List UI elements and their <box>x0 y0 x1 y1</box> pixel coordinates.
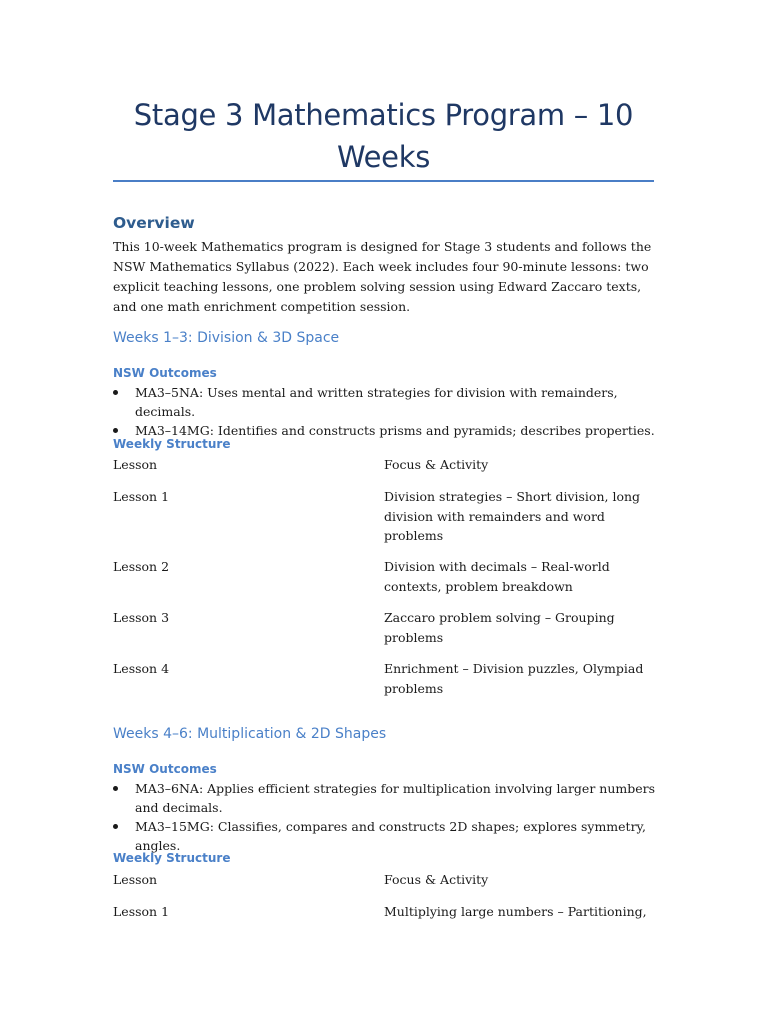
table-cell: Enrichment – Division puzzles, Olympiad problems <box>384 661 644 696</box>
bullet-icon <box>113 390 118 395</box>
outcomes-list <box>113 383 658 440</box>
table-header-cell: Lesson <box>113 872 158 887</box>
table-cell: Division with decimals – Real-world contexts, problem breakdown <box>384 559 610 594</box>
table-cell: Lesson 1 <box>113 489 170 504</box>
title-divider <box>113 180 654 182</box>
outcomes-list <box>113 779 658 855</box>
structure-heading: Weekly Structure <box>113 437 231 451</box>
table-cell: Lesson 4 <box>113 661 170 676</box>
table-cell: Lesson 1 <box>113 904 170 919</box>
bullet-icon <box>113 428 118 433</box>
bullet-icon <box>113 824 118 829</box>
list-item: MA3–14MG: Identifies and constructs prisms and pyramids; describes properties. <box>113 421 658 440</box>
list-item: MA3–15MG: Classifies, compares and constructs 2D shapes; explores symmetry, angles. <box>113 817 658 855</box>
table-cell: Lesson 3 <box>113 610 170 625</box>
table-cell: Zaccaro problem solving – Grouping problems <box>384 610 615 645</box>
table-header-cell: Lesson <box>113 457 158 472</box>
page-title: Stage 3 Mathematics Program – 10 Weeks <box>133 98 634 174</box>
structure-heading: Weekly Structure <box>113 851 231 865</box>
table-cell: Lesson 2 <box>113 559 170 574</box>
section-heading: Weeks 1–3: Division & 3D Space <box>113 330 340 346</box>
table-header-cell: Focus & Activity <box>384 457 489 472</box>
table-cell: Division strategies – Short division, long division with remainders and word problems <box>384 489 641 543</box>
overview-paragraph: This 10-week Mathematics program is designed for Stage 3 students and follows the NSW Mathematics Syllabus (2022). Each week includes four 90-minute lessons: two explicit teaching lessons, one problem solving session using Edward Zaccaro texts, and one math enrichment competition session. <box>113 239 652 314</box>
table-cell: Multiplying large numbers – Partitioning, <box>384 904 647 919</box>
overview-heading: Overview <box>113 214 195 232</box>
list-item: MA3–6NA: Applies efficient strategies for multiplication involving larger numbers and decimals. <box>113 779 658 817</box>
list-item: MA3–5NA: Uses mental and written strategies for division with remainders, decimals. <box>113 383 658 421</box>
outcomes-heading: NSW Outcomes <box>113 366 217 380</box>
bullet-icon <box>113 786 118 791</box>
table-header-cell: Focus & Activity <box>384 872 489 887</box>
outcomes-heading: NSW Outcomes <box>113 762 217 776</box>
section-heading: Weeks 4–6: Multiplication & 2D Shapes <box>113 726 387 742</box>
